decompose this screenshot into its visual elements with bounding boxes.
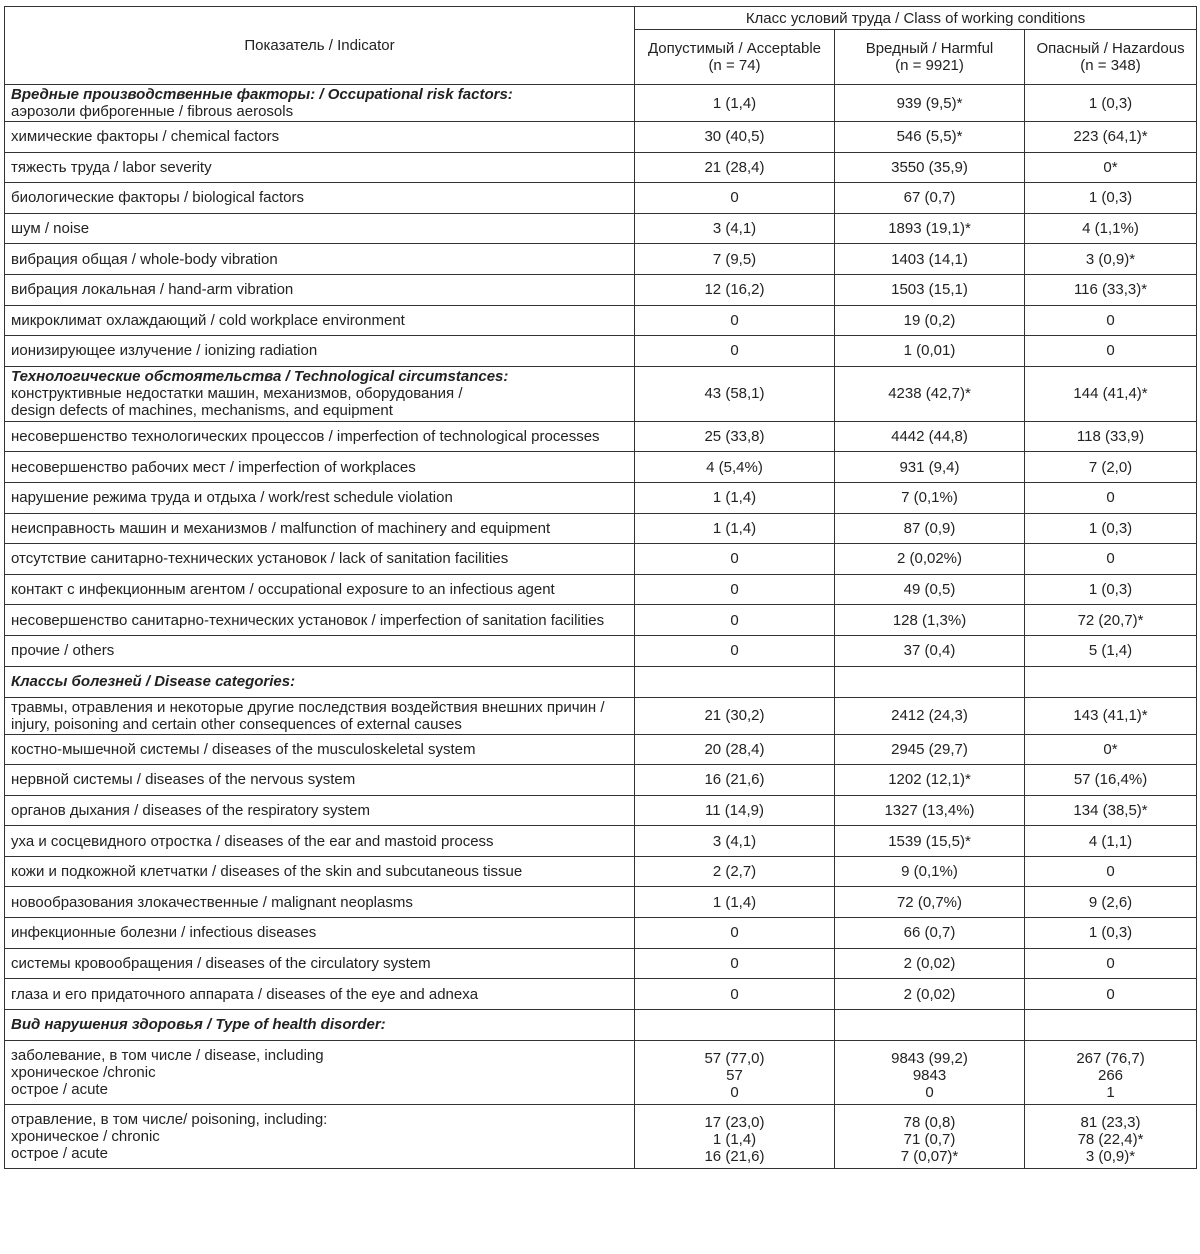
- value-cell: 5 (1,4): [1025, 635, 1197, 666]
- cell-text: (n = 348): [1080, 57, 1141, 74]
- value-cell: 116 (33,3)*: [1025, 274, 1197, 305]
- value-cell: 43 (58,1): [635, 366, 835, 421]
- value-cell: 1202 (12,1)*: [835, 765, 1025, 796]
- value-cell: 7 (2,0): [1025, 452, 1197, 483]
- cell-text: отравление, в том числе/ poisoning, including:: [11, 1110, 328, 1128]
- table-row: [5, 697, 1197, 734]
- value-cell: 2 (0,02): [835, 948, 1025, 979]
- value-cell: 143 (41,1)*: [1025, 697, 1197, 734]
- value-cell: [835, 1104, 1025, 1168]
- cell-text: 57 (77,0): [704, 1049, 765, 1067]
- value-cell: 1403 (14,1): [835, 244, 1025, 275]
- indicator-cell: микроклимат охлаждающий / cold workplace environment: [5, 305, 635, 336]
- indicator-cell: несовершенство технологических процессов / imperfection of technological processes: [5, 421, 635, 452]
- value-cell: 37 (0,4): [835, 635, 1025, 666]
- value-cell: 2945 (29,7): [835, 734, 1025, 765]
- cell-text: injury, poisoning and certain other consequences of external causes: [11, 715, 462, 733]
- indicator-table: [4, 6, 1197, 1169]
- cell-text: 0: [925, 1083, 934, 1101]
- cell-text: 9843: [912, 1066, 947, 1084]
- cell-text: 9843 (99,2): [891, 1049, 968, 1067]
- value-cell: 4 (5,4%): [635, 452, 835, 483]
- value-cell: 1 (1,4): [635, 482, 835, 513]
- value-cell: [635, 1104, 835, 1168]
- table-row: [5, 1104, 1197, 1168]
- indicator-cell: несовершенство рабочих мест / imperfection of workplaces: [5, 452, 635, 483]
- table-row: [5, 513, 1197, 544]
- cell-text: 78 (22,4)*: [1077, 1130, 1144, 1148]
- table-row: [5, 979, 1197, 1010]
- header-acceptable: [635, 30, 835, 85]
- cell-text: 81 (23,3): [1080, 1113, 1141, 1131]
- table-row: [5, 948, 1197, 979]
- value-cell: 25 (33,8): [635, 421, 835, 452]
- cell-text: травмы, отравления и некоторые другие последствия воздействия внешних причин /: [11, 698, 605, 716]
- value-cell: 0: [635, 979, 835, 1010]
- value-cell: 0: [1025, 336, 1197, 367]
- cell-text: (n = 9921): [895, 57, 964, 74]
- value-cell: 0: [1025, 979, 1197, 1010]
- header-class-group: Класс условий труда / Class of working conditions: [635, 7, 1197, 30]
- indicator-cell: [5, 666, 635, 697]
- table-row: [5, 452, 1197, 483]
- value-cell: 144 (41,4)*: [1025, 366, 1197, 421]
- table-row: [5, 336, 1197, 367]
- indicator-cell: несовершенство санитарно-технических установок / imperfection of sanitation facilities: [5, 605, 635, 636]
- value-cell: 1 (0,3): [1025, 574, 1197, 605]
- value-cell: 4442 (44,8): [835, 421, 1025, 452]
- value-cell: 0: [1025, 948, 1197, 979]
- table-row: [5, 856, 1197, 887]
- indicator-cell: [5, 1104, 635, 1168]
- value-cell: 0: [635, 544, 835, 575]
- indicator-cell: системы кровообращения / diseases of the circulatory system: [5, 948, 635, 979]
- indicator-cell: химические факторы / chemical factors: [5, 122, 635, 153]
- indicator-cell: органов дыхания / diseases of the respiratory system: [5, 795, 635, 826]
- section-title: Классы болезней / Disease categories:: [11, 673, 296, 690]
- indicator-cell: неисправность машин и механизмов / malfunction of machinery and equipment: [5, 513, 635, 544]
- cell-text: конструктивные недостатки машин, механизмов, оборудования /: [11, 385, 463, 403]
- table-row: [5, 213, 1197, 244]
- indicator-cell: отсутствие санитарно-технических установок / lack of sanitation facilities: [5, 544, 635, 575]
- indicator-cell: ионизирующее излучение / ionizing radiation: [5, 336, 635, 367]
- indicator-cell: [835, 666, 1025, 697]
- value-cell: 19 (0,2): [835, 305, 1025, 336]
- cell-text: 1: [1106, 1083, 1115, 1101]
- value-cell: 1 (0,3): [1025, 513, 1197, 544]
- cell-text: (n = 74): [708, 57, 761, 74]
- table-row: [5, 765, 1197, 796]
- table-row: [5, 826, 1197, 857]
- cell-text: 17 (23,0): [704, 1113, 765, 1131]
- table-row: [5, 482, 1197, 513]
- value-cell: 1503 (15,1): [835, 274, 1025, 305]
- value-cell: 0: [635, 305, 835, 336]
- cell-text: 266: [1098, 1066, 1124, 1084]
- value-cell: 72 (0,7%): [835, 887, 1025, 918]
- indicator-cell: тяжесть труда / labor severity: [5, 152, 635, 183]
- table-row: [5, 1040, 1197, 1104]
- value-cell: 0: [1025, 482, 1197, 513]
- indicator-cell: [5, 1040, 635, 1104]
- cell-text: 1 (1,4): [712, 1130, 757, 1148]
- indicator-cell: нарушение режима труда и отдыха / work/rest schedule violation: [5, 482, 635, 513]
- indicator-cell: биологические факторы / biological factors: [5, 183, 635, 214]
- value-cell: 1539 (15,5)*: [835, 826, 1025, 857]
- value-cell: 3550 (35,9): [835, 152, 1025, 183]
- value-cell: 0: [635, 918, 835, 949]
- table-row: [5, 544, 1197, 575]
- value-cell: 7 (9,5): [635, 244, 835, 275]
- cell-text: 78 (0,8): [903, 1113, 956, 1131]
- cell-text: хроническое / chronic: [11, 1127, 160, 1145]
- value-cell: 1 (0,3): [1025, 918, 1197, 949]
- value-cell: [635, 1040, 835, 1104]
- table-row: [5, 85, 1197, 122]
- header-hazardous: [1025, 30, 1197, 85]
- value-cell: 1 (0,3): [1025, 183, 1197, 214]
- value-cell: 4 (1,1%): [1025, 213, 1197, 244]
- cell-text: 0: [730, 1083, 739, 1101]
- value-cell: 11 (14,9): [635, 795, 835, 826]
- cell-text: острое / acute: [11, 1080, 108, 1098]
- indicator-cell: инфекционные болезни / infectious diseases: [5, 918, 635, 949]
- value-cell: 3 (4,1): [635, 826, 835, 857]
- section-header-row: [5, 666, 1197, 697]
- indicator-cell: вибрация локальная / hand-arm vibration: [5, 274, 635, 305]
- value-cell: 0: [635, 183, 835, 214]
- cell-text: 71 (0,7): [903, 1130, 956, 1148]
- indicator-cell: [5, 366, 635, 421]
- value-cell: 21 (28,4): [635, 152, 835, 183]
- indicator-cell: [1025, 666, 1197, 697]
- value-cell: 0: [635, 336, 835, 367]
- value-cell: 3 (4,1): [635, 213, 835, 244]
- indicator-cell: [1025, 1009, 1197, 1040]
- value-cell: 0: [1025, 856, 1197, 887]
- value-cell: 0: [635, 948, 835, 979]
- header-indicator: Показатель / Indicator: [5, 7, 635, 85]
- table-row: [5, 305, 1197, 336]
- header-harmful: [835, 30, 1025, 85]
- cell-text: 16 (21,6): [704, 1147, 765, 1165]
- indicator-cell: [635, 666, 835, 697]
- value-cell: 20 (28,4): [635, 734, 835, 765]
- cell-text: хроническое /chronic: [11, 1063, 156, 1081]
- value-cell: 1 (0,01): [835, 336, 1025, 367]
- value-cell: 223 (64,1)*: [1025, 122, 1197, 153]
- table-row: [5, 244, 1197, 275]
- value-cell: 0: [635, 635, 835, 666]
- indicator-cell: вибрация общая / whole-body vibration: [5, 244, 635, 275]
- cell-text: Вредный / Harmful: [865, 40, 994, 57]
- value-cell: 1327 (13,4%): [835, 795, 1025, 826]
- value-cell: 87 (0,9): [835, 513, 1025, 544]
- value-cell: [835, 1040, 1025, 1104]
- cell-text: 3 (0,9)*: [1085, 1147, 1136, 1165]
- value-cell: 0: [635, 574, 835, 605]
- value-cell: 0: [635, 605, 835, 636]
- value-cell: 67 (0,7): [835, 183, 1025, 214]
- table-row: [5, 366, 1197, 421]
- value-cell: 7 (0,1%): [835, 482, 1025, 513]
- value-cell: 0*: [1025, 734, 1197, 765]
- indicator-cell: шум / noise: [5, 213, 635, 244]
- value-cell: 2 (2,7): [635, 856, 835, 887]
- cell-text: Допустимый / Acceptable: [647, 40, 822, 57]
- section-title: Технологические обстоятельства / Technological circumstances:: [11, 368, 509, 386]
- section-header-row: [5, 1009, 1197, 1040]
- section-title: Вид нарушения здоровья / Type of health disorder:: [11, 1016, 386, 1034]
- table-row: [5, 795, 1197, 826]
- value-cell: 12 (16,2): [635, 274, 835, 305]
- table-row: [5, 183, 1197, 214]
- indicator-cell: нервной системы / diseases of the nervous system: [5, 765, 635, 796]
- value-cell: 931 (9,4): [835, 452, 1025, 483]
- value-cell: 134 (38,5)*: [1025, 795, 1197, 826]
- cell-text: 57: [726, 1066, 743, 1084]
- table-row: [5, 274, 1197, 305]
- table-row: [5, 152, 1197, 183]
- value-cell: 546 (5,5)*: [835, 122, 1025, 153]
- cell-text: 267 (76,7): [1076, 1049, 1145, 1067]
- value-cell: [1025, 1040, 1197, 1104]
- value-cell: 57 (16,4%): [1025, 765, 1197, 796]
- value-cell: 0*: [1025, 152, 1197, 183]
- cell-text: Опасный / Hazardous: [1036, 40, 1185, 57]
- value-cell: 1 (1,4): [635, 513, 835, 544]
- value-cell: 118 (33,9): [1025, 421, 1197, 452]
- table-row: [5, 635, 1197, 666]
- table-row: [5, 887, 1197, 918]
- indicator-cell: кожи и подкожной клетчатки / diseases of the skin and subcutaneous tissue: [5, 856, 635, 887]
- value-cell: 2 (0,02): [835, 979, 1025, 1010]
- value-cell: 4238 (42,7)*: [835, 366, 1025, 421]
- cell-text: design defects of machines, mechanisms, and equipment: [11, 402, 393, 420]
- indicator-cell: контакт с инфекционным агентом / occupational exposure to an infectious agent: [5, 574, 635, 605]
- indicator-cell: [5, 697, 635, 734]
- cell-text: 7 (0,07)*: [900, 1147, 959, 1165]
- value-cell: 1 (1,4): [635, 887, 835, 918]
- table-row: [5, 122, 1197, 153]
- indicator-cell: новообразования злокачественные / malignant neoplasms: [5, 887, 635, 918]
- value-cell: 1 (1,4): [635, 85, 835, 122]
- value-cell: [1025, 1104, 1197, 1168]
- value-cell: 9 (2,6): [1025, 887, 1197, 918]
- value-cell: 0: [1025, 305, 1197, 336]
- cell-text: острое / acute: [11, 1144, 108, 1162]
- cell-text: аэрозоли фиброгенные / fibrous aerosols: [11, 103, 294, 120]
- indicator-cell: костно-мышечной системы / diseases of the musculoskeletal system: [5, 734, 635, 765]
- value-cell: 2412 (24,3): [835, 697, 1025, 734]
- table-row: [5, 574, 1197, 605]
- value-cell: 30 (40,5): [635, 122, 835, 153]
- value-cell: 1893 (19,1)*: [835, 213, 1025, 244]
- indicator-cell: [835, 1009, 1025, 1040]
- table-row: [5, 918, 1197, 949]
- cell-text: заболевание, в том числе / disease, including: [11, 1046, 324, 1064]
- value-cell: 4 (1,1): [1025, 826, 1197, 857]
- value-cell: 9 (0,1%): [835, 856, 1025, 887]
- section-title: Вредные производственные факторы: / Occupational risk factors:: [11, 86, 513, 103]
- value-cell: 939 (9,5)*: [835, 85, 1025, 122]
- value-cell: 49 (0,5): [835, 574, 1025, 605]
- table-row: [5, 734, 1197, 765]
- value-cell: 72 (20,7)*: [1025, 605, 1197, 636]
- indicator-cell: глаза и его придаточного аппарата / diseases of the eye and adnexa: [5, 979, 635, 1010]
- indicator-cell: [635, 1009, 835, 1040]
- indicator-cell: уха и сосцевидного отростка / diseases of the ear and mastoid process: [5, 826, 635, 857]
- value-cell: 16 (21,6): [635, 765, 835, 796]
- value-cell: 21 (30,2): [635, 697, 835, 734]
- value-cell: 128 (1,3%): [835, 605, 1025, 636]
- indicator-cell: [5, 85, 635, 122]
- indicator-cell: прочие / others: [5, 635, 635, 666]
- table-row: [5, 605, 1197, 636]
- table-row: [5, 421, 1197, 452]
- value-cell: 0: [1025, 544, 1197, 575]
- indicator-cell: [5, 1009, 635, 1040]
- value-cell: 2 (0,02%): [835, 544, 1025, 575]
- value-cell: 1 (0,3): [1025, 85, 1197, 122]
- value-cell: 66 (0,7): [835, 918, 1025, 949]
- value-cell: 3 (0,9)*: [1025, 244, 1197, 275]
